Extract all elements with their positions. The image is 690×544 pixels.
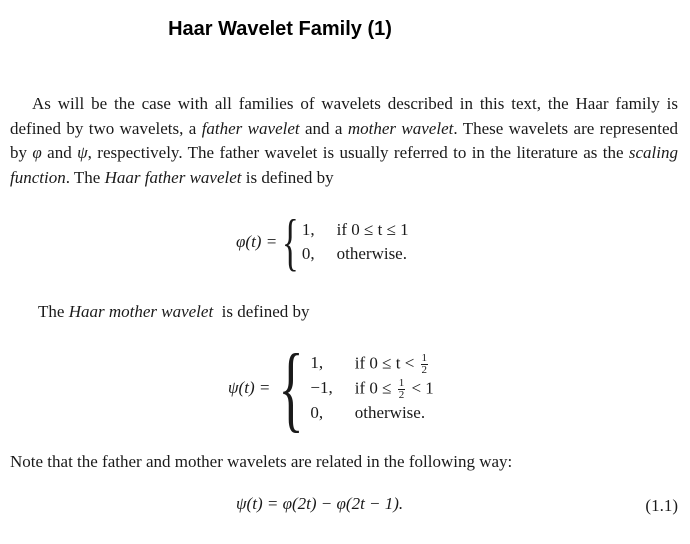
case-condition: otherwise.	[336, 244, 407, 263]
relation-equation: ψ(t) = φ(2t) − φ(2t − 1).	[236, 494, 404, 513]
symbol-psi: ψ	[77, 143, 88, 162]
mother-wavelet-line	[38, 300, 658, 325]
intro-paragraph	[10, 92, 678, 190]
term-haar-mother-wavelet: Haar mother wavelet	[68, 302, 214, 321]
left-brace-icon: {	[282, 206, 299, 277]
term-haar-father-wavelet: Haar father wavelet	[104, 167, 242, 187]
symbol-phi: φ	[32, 143, 42, 162]
case-condition: if 0 ≤ $\frac{1}{2}$ < 1	[354, 377, 434, 401]
intro-text-3: . These wavelets are represented by	[10, 118, 679, 162]
term-scaling-function: scaling function	[10, 143, 678, 187]
fraction-half: $\frac{1}{2}$	[421, 352, 428, 376]
equation-phi-cases	[302, 220, 409, 264]
equation-number: (1.1)	[645, 496, 678, 515]
fraction-half: $\frac{1}{2}$	[398, 377, 405, 401]
case-condition: otherwise.	[354, 403, 426, 422]
case-value: 0,	[301, 244, 315, 263]
term-father-wavelet: father wavelet	[201, 118, 300, 138]
intro-text-2: and a	[299, 118, 348, 138]
case-value: 1,	[301, 220, 315, 239]
intro-text-4: and	[41, 143, 78, 162]
case-condition: if 0 ≤ t < $\frac{1}{2}$	[354, 352, 428, 376]
equation-phi	[236, 206, 409, 277]
intro-text-6: . The	[65, 167, 105, 187]
intro-text-1: As will be the case with all families of wavelets described in this text, the Haar family is defined by two wavelets, a	[10, 94, 678, 138]
mother-text-1: The	[38, 302, 69, 321]
equation-phi-lhs: φ(t) =	[236, 232, 278, 251]
term-mother-wavelet: mother wavelet	[347, 118, 454, 138]
intro-text-5: , respectively. The father wavelet is usually referred to in the literature as the	[87, 143, 629, 162]
case-value: 1,	[310, 353, 324, 372]
case-value: 0,	[310, 403, 324, 422]
equation-psi	[228, 334, 434, 441]
left-brace-icon: {	[278, 334, 305, 441]
slide-title: Haar Wavelet Family (1)	[168, 18, 392, 40]
case-value: −1,	[310, 378, 333, 397]
equation-psi-cases	[310, 353, 433, 423]
intro-text-7: is defined by	[241, 167, 334, 187]
note-paragraph: Note that the father and mother wavelets are related in the following way:	[10, 452, 513, 471]
equation-psi-lhs: ψ(t) =	[228, 378, 271, 397]
mother-text-2: is defined by	[213, 302, 310, 321]
case-condition: if 0 ≤ t ≤ 1	[336, 220, 409, 239]
